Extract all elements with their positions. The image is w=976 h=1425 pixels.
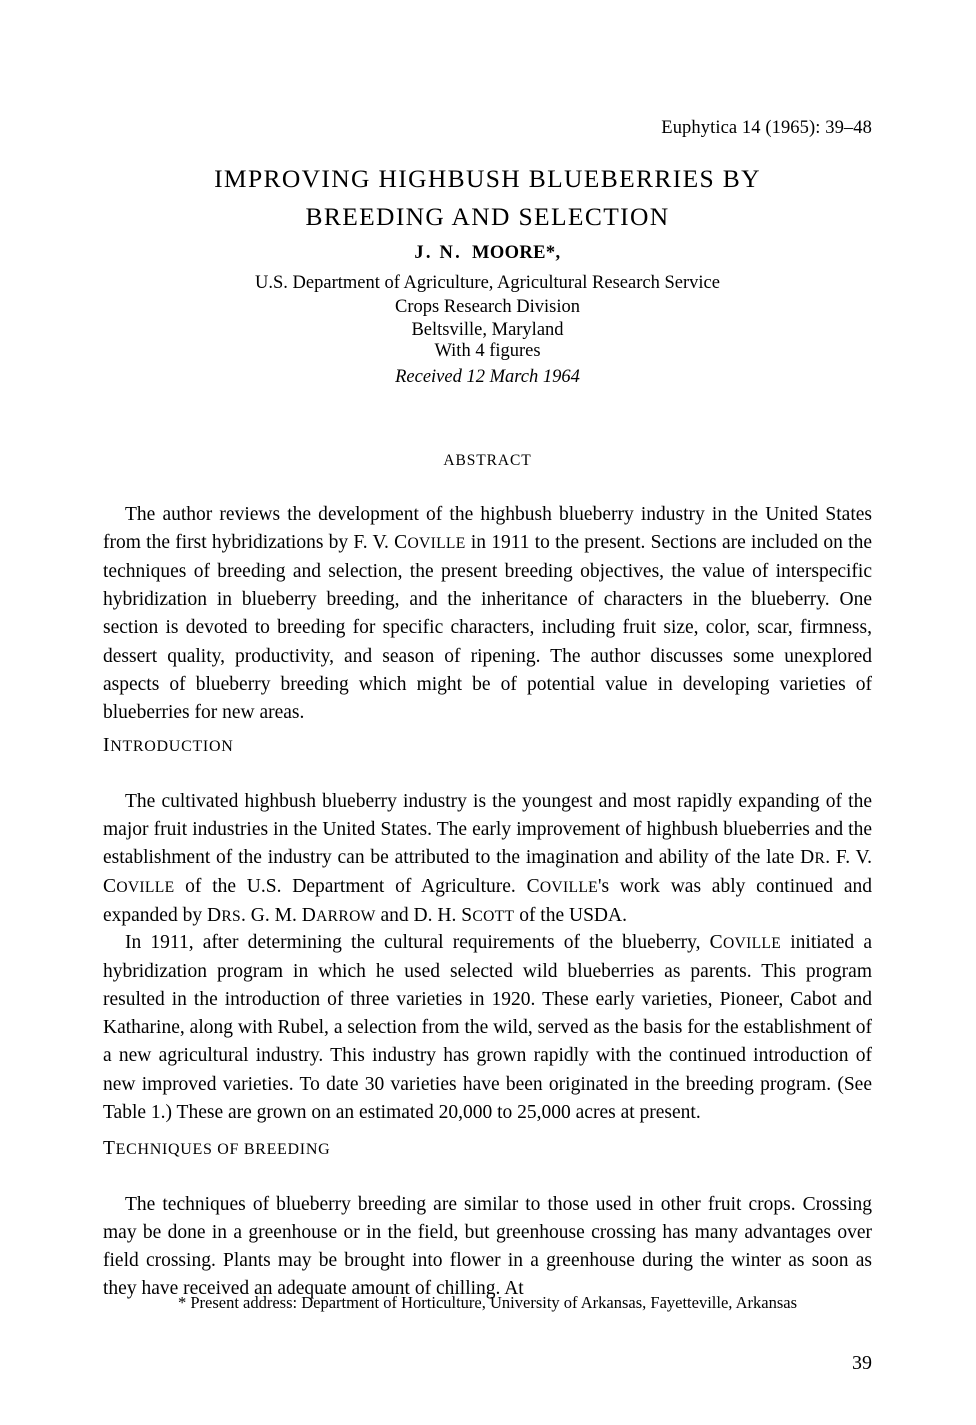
small-caps-coville-3: COVILLE — [709, 931, 782, 953]
abstract-text-part-2: in 1911 to the present. Sections are included on the techniques of breeding and selection, the present breeding objectives, the value of interspecific hybridization in blueberry breeding, and the inheritance of characters in the blueberry. One section is devoted to breeding for specific characters, including fruit size, color, scar, firmness, dessert quality, productivity, and season of ripening. The author discusses some unexplored aspects of blueberry breeding which might be of potential value in developing varieties of blueberries for new areas. — [103, 531, 872, 723]
author-name — [103, 243, 872, 264]
affiliation-line-1: U.S. Department of Agriculture, Agricultural Research Service — [255, 273, 720, 293]
received-date: Received 12 March 1964 — [395, 367, 580, 387]
intro-p1-text-b: . F. V. — [825, 846, 872, 868]
small-caps-drs: DRS — [206, 905, 242, 927]
footnote-present-address: * Present address: Department of Horticulture, University of Arkansas, Fayetteville, Arkansas — [177, 1293, 798, 1312]
figures-note: With 4 figures — [434, 341, 541, 361]
small-caps-coville-2: COVILLE — [526, 876, 598, 898]
small-caps-coville-1: COVILLE — [103, 876, 175, 898]
intro-p1-text-e: . G. M. — [241, 905, 302, 927]
page-number: 39 — [852, 1352, 872, 1374]
introduction-paragraph-1 — [103, 788, 872, 932]
page-title — [103, 160, 872, 236]
small-caps-scott: SCOTT — [461, 905, 515, 927]
intro-p1-text-a: The cultivated highbush blueberry industry is the youngest and most rapidly expanding of the major fruit industries in the United States. The early improvement of highbush blueberries and the establishment of the industry can be attributed to the imagination and ability of the late — [103, 790, 872, 868]
section-heading-rest: NTRODUCTION — [110, 738, 234, 755]
intro-p1-text-d: 's work was ably continued and expanded by — [103, 876, 872, 927]
affiliation-line-3: Beltsville, Maryland — [411, 320, 564, 340]
intro-p2-text-b: initiated a hybridization program in which he used selected wild blueberries as parents. This program resulted in the introduction of three varieties in 1920. These early varieties, Pioneer, Cabot and Katharine, along with Rubel, a selection from the wild, served as the basis for the establishment of a new agricultural industry. This industry has grown rapidly with the continued introduction of new improved varieties. To date 30 varieties have been originated in the breeding program. (See Table 1.) These are grown on an estimated 20,000 to 25,000 acres at present. — [103, 931, 872, 1123]
small-caps-dr: DR — [800, 846, 826, 868]
running-head: Euphytica 14 (1965): 39–48 — [661, 118, 872, 138]
intro-p1-text-f: and D. H. — [375, 905, 462, 927]
techniques-p1-text: The techniques of blueberry breeding are similar to those used in other fruit crops. Crossing may be done in a greenhouse or in the field, but greenhouse crossing has many advantages over field crossing. Plants may be brought into flower in a greenhouse during the winter as soon as they have received an adequate amount of chilling. At — [103, 1193, 872, 1300]
section-heading-initial: T — [103, 1138, 116, 1159]
section-heading-rest: ECHNIQUES OF BREEDING — [115, 1141, 331, 1158]
abstract-body — [103, 501, 872, 728]
affiliation-line-2: Crops Research Division — [395, 296, 580, 317]
section-heading-techniques-of-breeding — [103, 1138, 872, 1160]
small-caps-darrow: DARROW — [301, 905, 376, 927]
abstract-heading: ABSTRACT — [443, 452, 532, 469]
abstract-text-part-1: The author reviews the development of the highbush blueberry industry in the United States from the first hybridizations by F. V. — [103, 503, 872, 553]
title-line-2: BREEDING AND SELECTION — [305, 202, 670, 231]
intro-p2-text-a: In 1911, after determining the cultural requirements of the blueberry, — [125, 931, 710, 953]
author-surname: MOORE*, — [471, 243, 561, 263]
techniques-paragraph-1 — [103, 1191, 872, 1304]
intro-p1-text-g: of the USDA. — [514, 905, 627, 927]
small-caps-coville: COVILLE — [394, 531, 466, 553]
section-heading-initial: I — [103, 735, 111, 756]
introduction-paragraph-2 — [103, 929, 872, 1127]
title-line-1: IMPROVING HIGHBUSH BLUEBERRIES BY — [214, 164, 761, 193]
intro-p1-text-c: of the U.S. Department of Agriculture. — [174, 876, 527, 898]
author-initials: J. N. — [414, 243, 462, 263]
author-affiliation — [103, 272, 872, 343]
section-heading-introduction — [103, 735, 872, 757]
